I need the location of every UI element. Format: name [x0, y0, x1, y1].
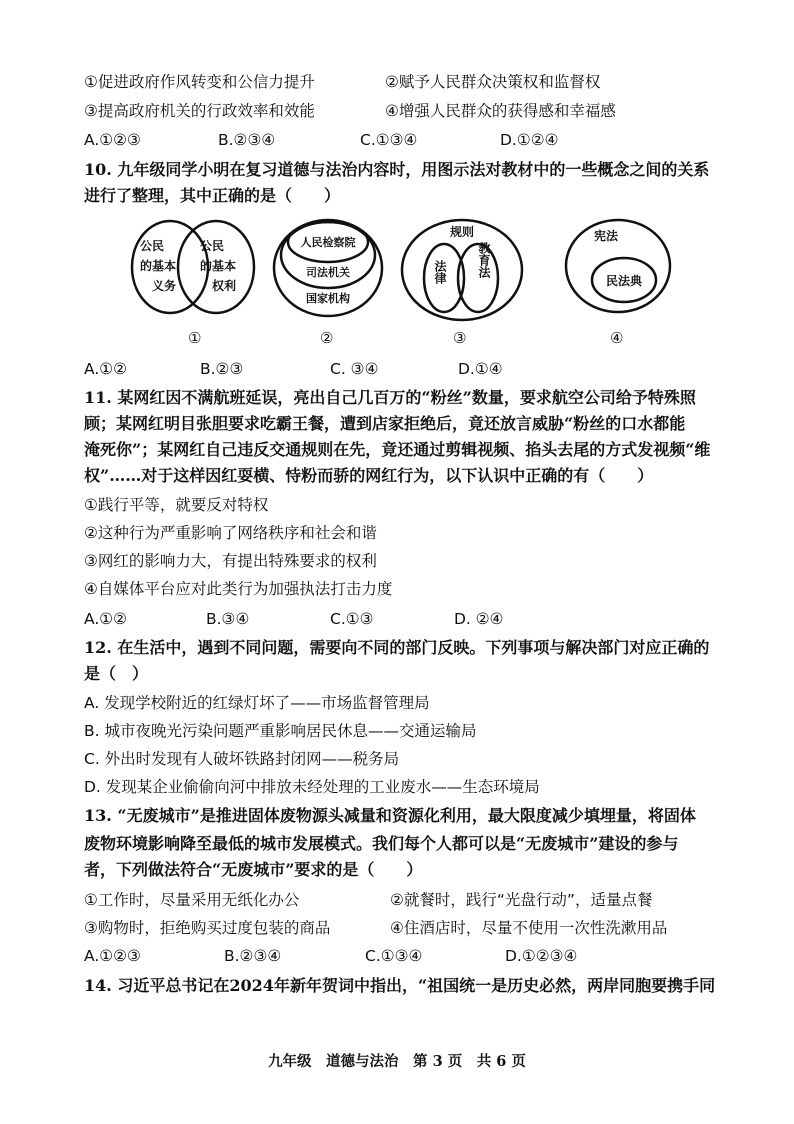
fig4-outer-label: 宪法	[593, 229, 619, 243]
fig4-inner-label: 民法典	[605, 274, 643, 288]
q14-stem-line-1: 14. 习近平总书记在2024年新年贺词中指出，“祖国统一是历史必然，两岸同胞要携手同	[84, 976, 716, 995]
q11-choice-c: C.①③	[330, 610, 374, 628]
q12-option-c: C. 外出时发现有人破坏铁路封闭网——税务局	[84, 750, 400, 768]
q11-choice-a: A.①②	[84, 610, 128, 628]
q9-statement-2: ②赋予人民群众决策权和监督权	[385, 73, 601, 91]
q13-statement-2: ②就餐时，践行“光盘行动”，适量点餐	[390, 891, 653, 909]
q13-choice-b: B.②③④	[224, 947, 282, 965]
q13-stem-line-2: 废物环境影响降至最低的城市发展模式。我们每个人都可以是“无废城市”建设的参与	[84, 834, 679, 853]
q9-statement-4: ④增强人民群众的获得感和幸福感	[385, 102, 616, 120]
fig3-law-label: 法律	[433, 260, 447, 284]
q13-statement-1: ①工作时，尽量采用无纸化办公	[84, 891, 300, 909]
q11-statement-2: ②这种行为严重影响了网络秩序和社会和谐	[84, 524, 377, 542]
figure-4-constitution	[566, 220, 670, 347]
fig-label-1: ①	[188, 329, 202, 347]
q11-stem-line-4: 权”……对于这样因红耍横、恃粉而骄的网红行为，以下认识中正确的有（ ）	[84, 466, 654, 485]
q9-choice-c: C.①③④	[360, 131, 418, 149]
q12-option-d: D. 发现某企业偷偷向河中排放未经处理的工业废水——生态环境局	[84, 778, 540, 796]
fig1-left-b: 的基本	[140, 259, 177, 273]
q13-stem-line-1: 13. “无废城市”是推进固体废物源头减量和资源化利用，最大限度减少填埋量，将固体	[84, 806, 696, 825]
fig2-outer-label: 国家机构	[306, 292, 350, 305]
fig2-inner-label: 人民检察院	[300, 236, 356, 249]
q11-statement-1: ①践行平等，就要反对特权	[84, 496, 269, 514]
q12-stem-line-2: 是（ ）	[84, 664, 149, 683]
q13-statement-4: ④住酒店时，尽量不使用一次性洗漱用品	[390, 919, 668, 937]
q13-choice-a: A.①②③	[84, 947, 141, 965]
fig-label-4: ④	[610, 329, 624, 347]
fig1-left-c: 义务	[152, 279, 177, 293]
figure-1-overlap	[132, 221, 254, 347]
q13-choice-c: C.①③④	[365, 947, 423, 965]
q9-choice-d: D.①②④	[500, 131, 559, 149]
q10-choice-d: D.①④	[458, 360, 503, 378]
fig3-education-law-label: 教育法	[477, 242, 491, 278]
fig2-mid-label: 司法机关	[306, 266, 350, 279]
fig1-right-a: 公民	[200, 239, 225, 253]
q12-stem-line-1: 12. 在生活中，遇到不同问题，需要向不同的部门反映。下列事项与解决部门对应正确的	[84, 638, 710, 657]
q9-choice-a: A.①②③	[84, 131, 141, 149]
q11-stem-line-1: 11. 某网红因不满航班延误，亮出自己几百万的“粉丝”数量，要求航空公司给予特殊照	[84, 388, 696, 407]
q11-choice-d: D. ②④	[454, 610, 504, 628]
q10-choice-a: A.①②	[84, 360, 128, 378]
fig1-right-b: 的基本	[200, 259, 237, 273]
q13-statement-3: ③购物时，拒绝购买过度包装的商品	[84, 919, 331, 937]
page-footer: 九年级 道德与法治 第 3 页 共 6 页	[268, 1053, 526, 1070]
q9-statement-1: ①促进政府作风转变和公信力提升	[84, 73, 315, 91]
q13-stem-line-3: 者，下列做法符合“无废城市”要求的是（ ）	[84, 860, 423, 879]
fig3-outer-label: 规则	[449, 225, 475, 239]
figure-3-rules	[402, 220, 522, 347]
q9-choice-b: B.②③④	[218, 131, 276, 149]
q10-choice-b: B.②③	[200, 360, 244, 378]
q11-stem-line-2: 顾；某网红明目张胆要求吃霸王餐，遭到店家拒绝后，竟还放言威胁“粉丝的口水都能	[84, 414, 686, 433]
q10-choice-c: C. ③④	[330, 360, 379, 378]
fig1-right-c: 权利	[212, 279, 237, 293]
q9-statement-3: ③提高政府机关的行政效率和效能	[84, 102, 315, 120]
q10-stem-line-2: 进行了整理，其中正确的是（ ）	[84, 186, 341, 205]
q12-option-a: A. 发现学校附近的红绿灯坏了——市场监督管理局	[84, 694, 430, 712]
q11-statement-3: ③网红的影响力大，有提出特殊要求的权利	[84, 552, 377, 570]
figure-2-nested	[274, 220, 382, 347]
q10-diagrams	[0, 210, 794, 360]
q10-stem-line-1: 10. 九年级同学小明在复习道德与法治内容时，用图示法对教材中的一些概念之间的关系	[84, 160, 710, 179]
q13-choice-d: D.①②③④	[505, 947, 578, 965]
q11-choice-b: B.③④	[206, 610, 250, 628]
fig-label-3: ③	[453, 329, 467, 347]
q11-statement-4: ④自媒体平台应对此类行为加强执法打击力度	[84, 580, 393, 598]
fig-label-2: ②	[320, 329, 334, 347]
q11-stem-line-3: 淹死你”；某网红自己违反交通规则在先，竟还通过剪辑视频、掐头去尾的方式发视频“维	[84, 440, 711, 459]
fig1-left-a: 公民	[140, 239, 165, 253]
q12-option-b: B. 城市夜晚光污染问题严重影响居民休息——交通运输局	[84, 722, 477, 740]
